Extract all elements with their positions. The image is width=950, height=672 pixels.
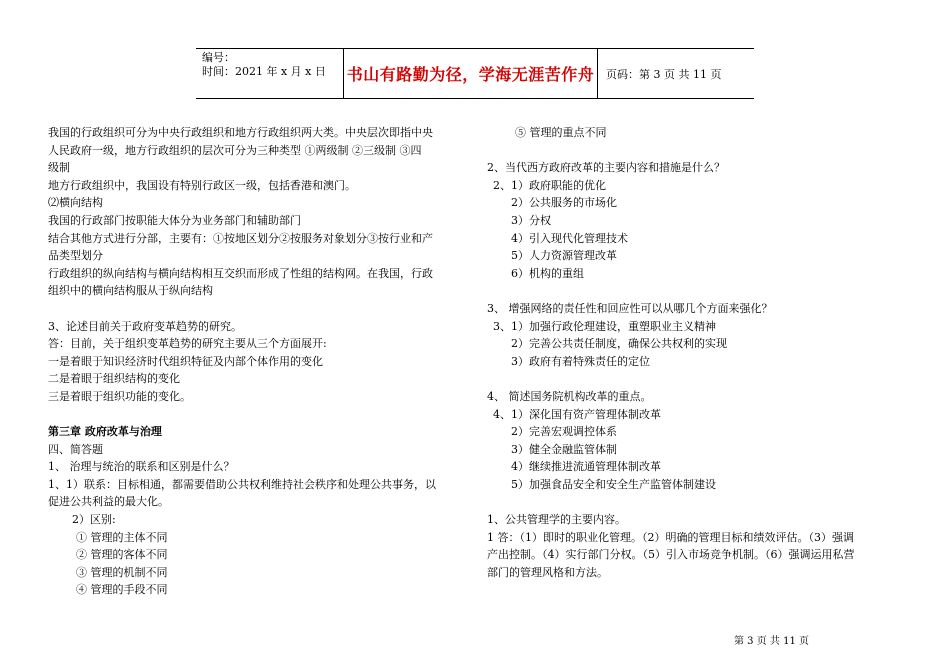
list-item: ④ 管理的手段不同 (76, 583, 168, 597)
text-line: 地方行政组织中，我国设有特别行政区一级，包括香港和澳门。 (48, 178, 356, 192)
answer: 答：目前，关于组织变革趋势的研究主要从三个方面展开: (48, 337, 327, 351)
text-line: 组织中的横向结构服从于纵向结构 (48, 284, 213, 298)
answer-item: 三是着眼于组织功能的变化。 (48, 389, 191, 403)
header-motto-cell (344, 49, 598, 98)
list-item: ③ 管理的机制不同 (76, 565, 168, 579)
answer-item: 二是着眼于组织结构的变化 (48, 372, 180, 386)
text-line: 品类型划分 (48, 249, 103, 263)
section-title: 四、简答题 (48, 442, 103, 456)
answer-item: 6）机构的重组 (511, 266, 584, 280)
answer-item: 3）分权 (511, 213, 551, 227)
answer: 产出控制。（4）实行部门分权。（5）引入市场竞争机制。（6）强调运用私营 (487, 548, 855, 562)
chapter-title: 第三章 政府改革与治理 (48, 425, 162, 439)
list-item: ① 管理的主体不同 (76, 530, 168, 544)
answer: 1 答：（1）即时的职业化管理。（2）明确的管理目标和绩效评估。（3）强调 (487, 530, 854, 544)
text-line: 我国的行政部门按职能大体分为业务部门和辅助部门 (48, 213, 301, 227)
answer-item: 2）公共服务的市场化 (511, 196, 617, 210)
answer: 1、1）联系：目标相通，都需要借助公共权利维持社会秩序和处理公共事务，以 (48, 477, 436, 491)
answer-item: 5）加强食品安全和安全生产监管体制建设 (511, 477, 716, 491)
header-page-cell (598, 49, 754, 98)
list-item: ② 管理的客体不同 (76, 548, 168, 562)
answer-item: 3）健全金融监管体制 (511, 442, 617, 456)
header-meta (196, 49, 344, 98)
question: 1、 治理与统治的联系和区别是什么？ (48, 460, 235, 474)
answer: 促进公共利益的最大化。 (48, 495, 169, 509)
answer-item: 2、1）政府职能的优化 (493, 178, 606, 192)
answer-item: 4）继续推进流通管理体制改革 (511, 460, 661, 474)
left-column (48, 124, 468, 599)
text-line: 级制 (48, 161, 70, 175)
answer: 部门的管理风格和方法。 (487, 565, 608, 579)
text-line: 人民政府一级，地方行政组织的层次可分为三种类型 ①两级制 ②三级制 ③四 (48, 143, 422, 157)
question: 3、 增强网络的责任性和回应性可以从哪几个方面来强化？ (487, 301, 773, 315)
question: 2、当代西方政府改革的主要内容和措施是什么？ (487, 161, 725, 175)
right-column (487, 124, 912, 581)
answer-item: 5）人力资源管理改革 (511, 249, 617, 263)
answer-item: 2）完善公共责任制度，确保公共权利的实现 (511, 337, 727, 351)
text-line: 行政组织的纵向结构与横向结构相互交织而形成了性组的结构网。在我国，行政 (48, 266, 433, 280)
question: 1、公共管理学的主要内容。 (487, 513, 626, 527)
subheading: ⑵横向结构 (48, 196, 103, 210)
text-line: 我国的行政组织可分为中央行政组织和地方行政组织两大类。中央层次即指中央 (48, 126, 433, 139)
motto: 书山有路勤为径，学海无涯苦作舟 (346, 65, 595, 84)
question: 4、 简述国务院机构改革的重点。 (487, 389, 652, 403)
answer-item: 2）完善宏观调控体系 (511, 425, 617, 439)
answer-sub: 2）区别: (72, 513, 116, 527)
page-label: 页码：第 3 页 共 11 页 (606, 67, 722, 81)
page-header (196, 48, 754, 99)
page-footer: 第 3 页 共 11 页 (734, 636, 809, 647)
answer-item: 4、1）深化国有资产管理体制改革 (493, 407, 661, 421)
answer-item: 4）引入现代化管理技术 (511, 231, 628, 245)
number-label: 编号： (202, 51, 235, 64)
answer-item: 3、1）加强行政伦理建设，重塑职业主义精神 (493, 319, 716, 333)
text-line: 结合其他方式进行分部，主要有：①按地区划分②按服务对象划分③按行业和产 (48, 231, 433, 245)
answer-item: 3）政府有着特殊责任的定位 (511, 354, 650, 368)
answer-item: 一是着眼于知识经济时代组织特征及内部个体作用的变化 (48, 354, 323, 368)
question: 3、论述目前关于政府变革趋势的研究。 (48, 319, 242, 333)
time-label: 时间：2021 年 x 月 x 日 (202, 65, 326, 78)
list-item: ⑤ 管理的重点不同 (515, 126, 607, 139)
